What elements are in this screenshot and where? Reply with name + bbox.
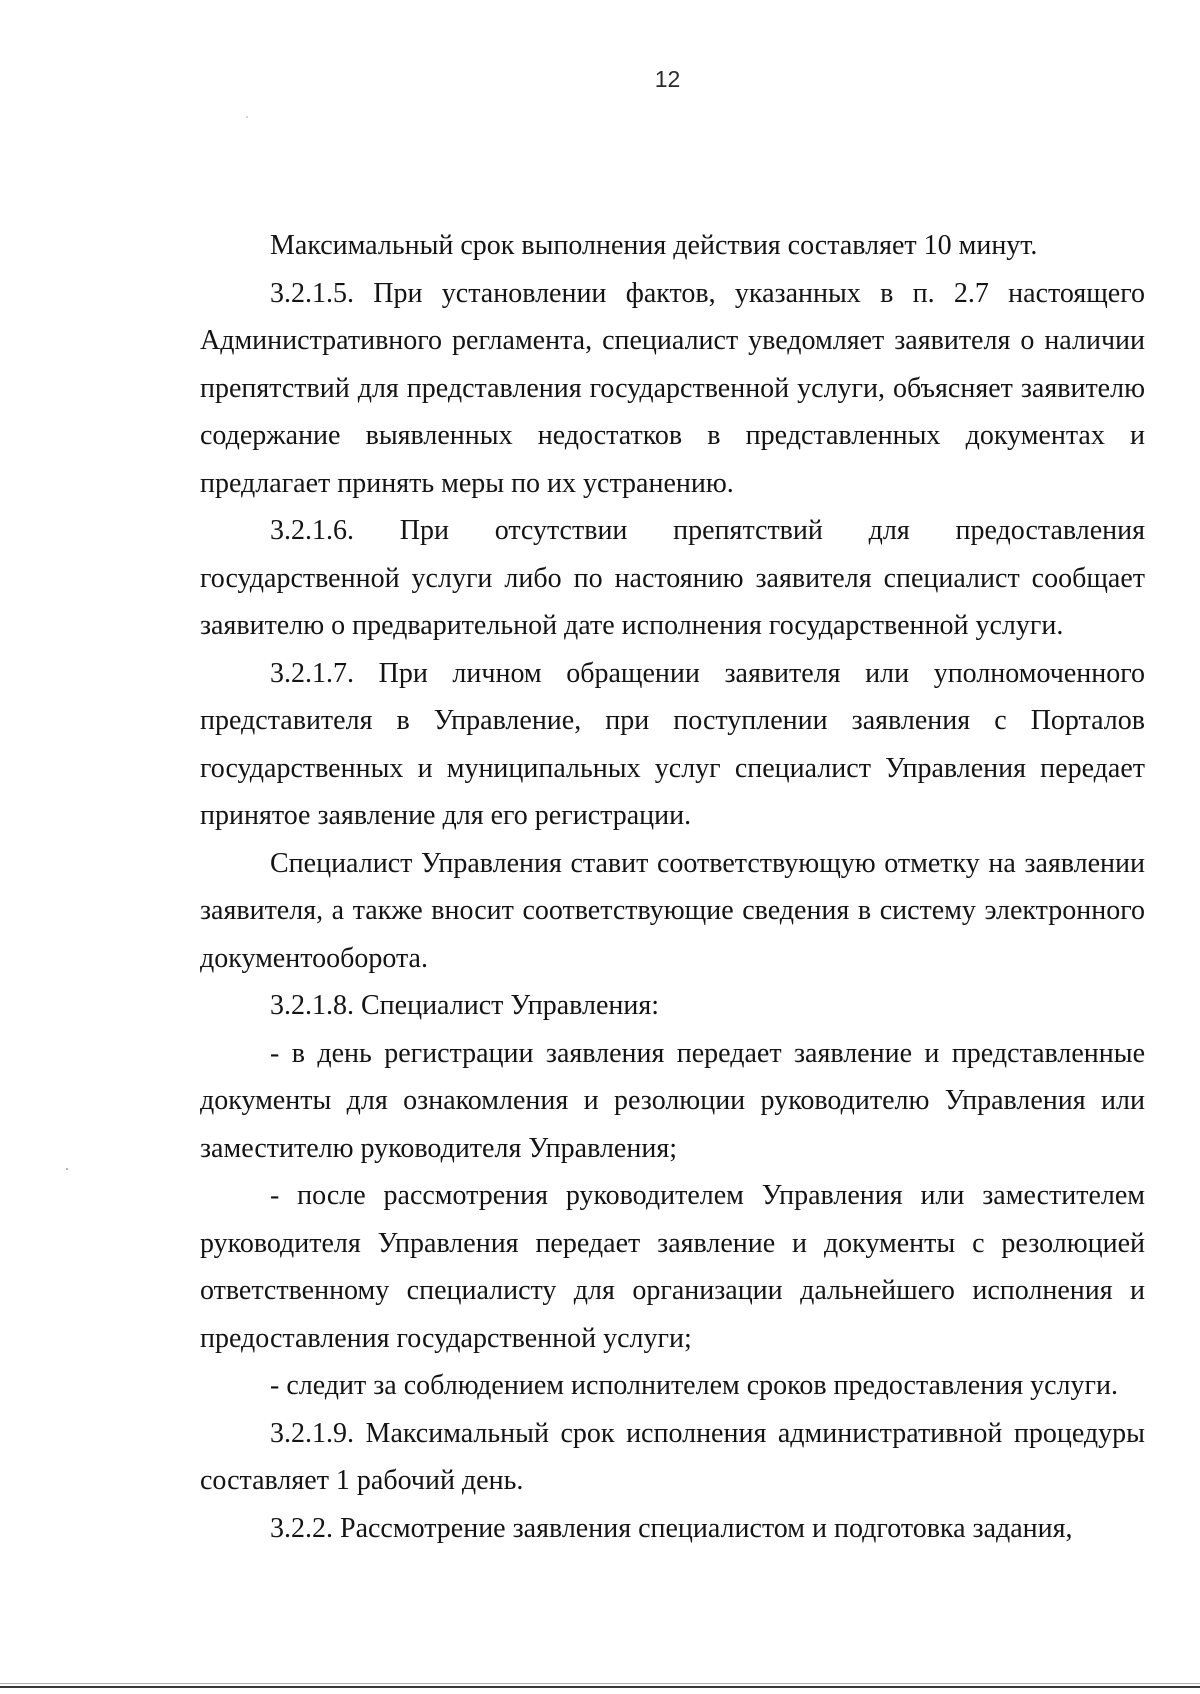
paragraph-specialist-mark: Специалист Управления ставит соответствующую отметку на заявлении заявителя, а также вносит соответствующие сведения в систему электронного документооборота.	[200, 847, 1145, 974]
document-body	[200, 222, 1145, 1552]
paragraph-3-2-1-8: 3.2.1.8. Специалист Управления:	[270, 990, 660, 1021]
paragraph-3-2-1-5: 3.2.1.5. При установлении фактов, указанных в п. 2.7 настоящего Административного регламента, специалист уведомляет заявителя о наличии препятствий для представления государственной услуги, объясняет заявителю содержание выявленных недостатков в представленных документах и предлагает принять меры по их устранению.	[200, 277, 1145, 499]
scan-speck	[246, 116, 248, 118]
scan-bottom-edge	[0, 1686, 1200, 1688]
list-item-registration-day: - в день регистрации заявления передает заявление и представленные документы для ознакомления и резолюции руководителю Управления или заместителю руководителя Управления;	[200, 1037, 1145, 1164]
paragraph-3-2-2: 3.2.2. Рассмотрение заявления специалистом и подготовка задания,	[270, 1512, 1073, 1544]
scan-edge-line	[0, 1683, 1200, 1684]
paragraph-3-2-1-9: 3.2.1.9. Максимальный срок исполнения административной процедуры составляет 1 рабочий день.	[200, 1417, 1145, 1496]
paragraph-3-2-1-6: 3.2.1.6. При отсутствии препятствий для предоставления государственной услуги либо по настоянию заявителя специалист сообщает заявителю о предварительной дате исполнения государственной услуги.	[200, 515, 1145, 641]
list-item-after-review: - после рассмотрения руководителем Управления или заместителем руководителя Управления передает заявление и документы с резолюцией ответственному специалисту для организации дальнейшего исполнения и предоставления государственной услуги;	[200, 1180, 1145, 1354]
scan-speck	[66, 1168, 68, 1170]
page-number: 12	[654, 66, 681, 92]
list-item-monitors-deadlines: - следит за соблюдением исполнителем сроков предоставления услуги.	[270, 1370, 1118, 1401]
paragraph-3-2-1-7: 3.2.1.7. При личном обращении заявителя или уполномоченного представителя в Управление, при поступлении заявления с Порталов государственных и муниципальных услуг специалист Управления передает принятое заявление для его регистрации.	[200, 657, 1145, 831]
paragraph-max-action-time: Максимальный срок выполнения действия составляет 10 минут.	[270, 230, 1038, 261]
